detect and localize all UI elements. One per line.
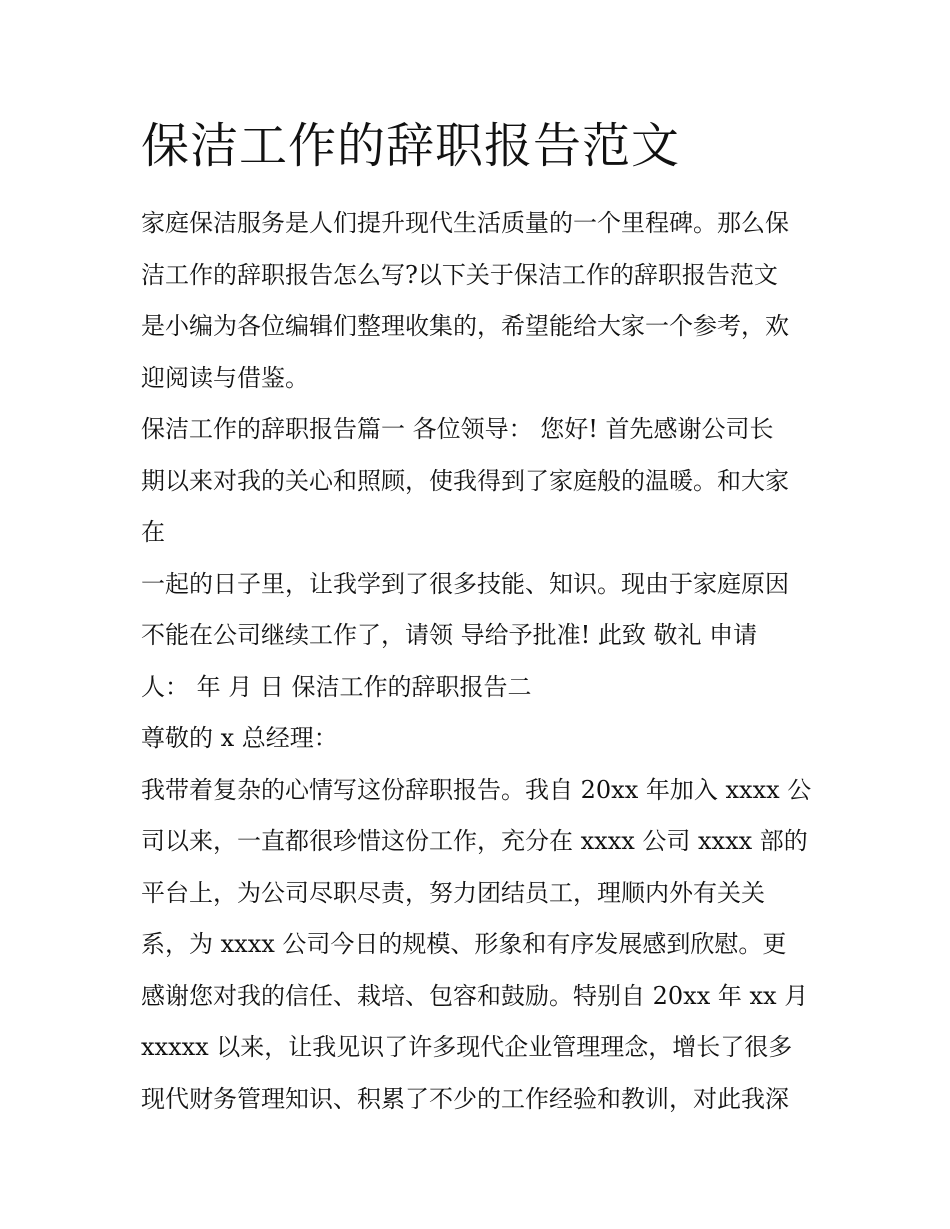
- body-line: 平台上，为公司尽职尽责，努力团结员工，理顺内外有关关: [141, 878, 765, 907]
- body-line: 司以来，一直都很珍惜这份工作，充分在 xxxx 公司 xxxx 部的: [141, 827, 808, 855]
- document-body: [141, 198, 821, 1125]
- body-line: 感谢您对我的信任、栽培、包容和鼓励。特别自 20xx 年 xx 月: [141, 981, 809, 1010]
- body-line: 保洁工作的辞职报告篇一 各位领导： 您好! 首先感谢公司长: [141, 415, 774, 443]
- body-line: 人： 年 月 日 保洁工作的辞职报告二: [141, 672, 532, 701]
- body-line: 迎阅读与借鉴。: [141, 363, 309, 392]
- body-line: xxxxx 以来，让我见识了许多现代企业管理理念，增长了很多: [141, 1033, 793, 1061]
- body-line: 洁工作的辞职报告怎么写?以下关于保洁工作的辞职报告范文: [141, 260, 778, 289]
- body-line: 现代财务管理知识、积累了不少的工作经验和教训，对此我深: [141, 1084, 789, 1113]
- body-line: 在: [141, 518, 165, 546]
- body-line: 我带着复杂的心情写这份辞职报告。我自 20xx 年加入 xxxx 公: [141, 775, 812, 804]
- body-line: 不能在公司继续工作了，请领 导给予批准! 此致 敬礼 申请: [141, 621, 758, 649]
- body-line: 家庭保洁服务是人们提升现代生活质量的一个里程碑。那么保: [141, 209, 789, 237]
- body-line: 是小编为各位编辑们整理收集的，希望能给大家一个参考，欢: [141, 312, 789, 340]
- body-line: 期以来对我的关心和照顾，使我得到了家庭般的温暖。和大家: [141, 466, 789, 495]
- body-line: 一起的日子里，让我学到了很多技能、知识。现由于家庭原因: [141, 569, 789, 598]
- body-line: 系，为 xxxx 公司今日的规模、形象和有序发展感到欣慰。更: [141, 930, 787, 958]
- document-title: 保洁工作的辞职报告范文: [141, 118, 681, 174]
- body-line: 尊敬的 x 总经理：: [141, 724, 338, 752]
